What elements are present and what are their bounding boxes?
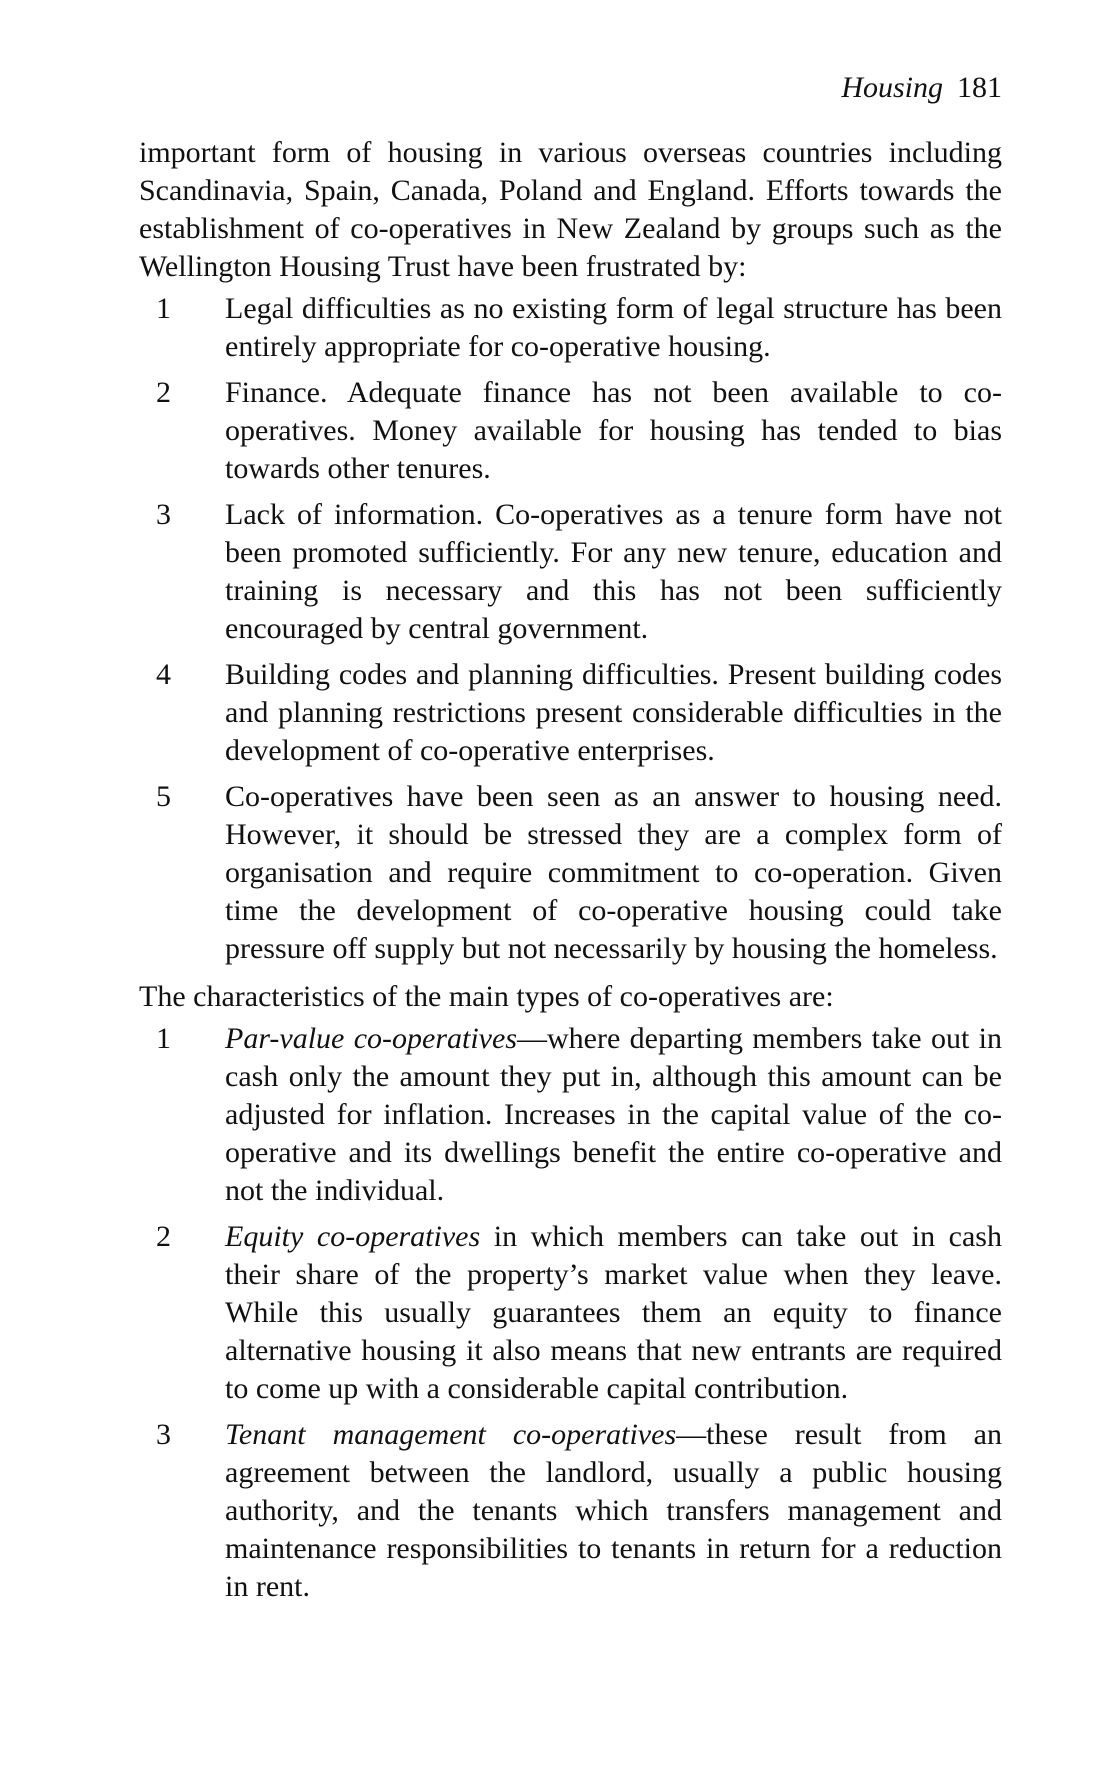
type-term: Par-value co-operatives	[225, 1022, 517, 1055]
list-number: 1	[156, 292, 171, 325]
list-number: 1	[156, 1022, 171, 1055]
list-number: 3	[156, 1418, 171, 1451]
type-description: —these result from an agreement between the landlord, usually a public housing authority, and the tenants which transfers management and maintenance responsibilities to tenants in return for a reduction in rent.	[225, 1418, 1002, 1603]
cooperative-type-item	[139, 1218, 1002, 1408]
list-item-text: Building codes and planning difficulties. Present building codes and planning restrictions present considerable difficulties in the development of co-operative enterprises.	[225, 658, 1002, 767]
list-item-text: Finance. Adequate finance has not been available to co-operatives. Money available for housing has tended to bias towards other tenures.	[225, 376, 1002, 485]
frustration-item	[139, 374, 1002, 488]
page-number: 181	[957, 71, 1002, 104]
running-head	[841, 70, 1002, 106]
cooperative-types-list	[139, 1020, 1002, 1606]
frustration-item	[139, 290, 1002, 366]
list-number: 4	[156, 658, 171, 691]
frustration-item	[139, 656, 1002, 770]
intro-paragraph: important form of housing in various overseas countries including Scandinavia, Spain, Canada, Poland and England. Efforts towards the establishment of co-operatives in New Zealand by groups such as the Wellington Housing Trust have been frustrated by:	[139, 136, 1002, 283]
list-number: 3	[156, 498, 171, 531]
frustrations-list	[139, 290, 1002, 968]
frustration-item	[139, 778, 1002, 968]
types-intro: The characteristics of the main types of co-operatives are:	[139, 980, 834, 1013]
list-number: 2	[156, 1220, 171, 1253]
list-item-text: Lack of information. Co-operatives as a tenure form have not been promoted sufficiently. For any new tenure, education and training is necessary and this has not been sufficiently encouraged by central government.	[225, 498, 1002, 645]
type-term: Equity co-operatives	[225, 1220, 481, 1253]
type-description: —where departing members take out in cash only the amount they put in, although this amount can be adjusted for inflation. Increases in the capital value of the co-operative and its dwellings benefit the entire co-operative and not the individual.	[225, 1022, 1002, 1207]
list-item-text: Legal difficulties as no existing form of legal structure has been entirely appropriate for co-operative housing.	[225, 292, 1002, 363]
type-description: in which members can take out in cash their share of the property’s market value when they leave. While this usually guarantees them an equity to finance alternative housing it also means that new entrants are required to come up with a considerable capital contribution.	[225, 1220, 1002, 1405]
cooperative-type-item	[139, 1020, 1002, 1210]
type-term: Tenant management co-operatives	[225, 1418, 677, 1451]
frustration-item	[139, 496, 1002, 648]
body-text	[139, 134, 1002, 1606]
running-head-title: Housing	[841, 71, 943, 104]
cooperative-type-item	[139, 1416, 1002, 1606]
list-number: 2	[156, 376, 171, 409]
list-item-text: Co-operatives have been seen as an answer to housing need. However, it should be stressed they are a complex form of organisation and require commitment to co-operation. Given time the development of co-operative housing could take pressure off supply but not necessarily by housing the homeless.	[225, 780, 1002, 965]
list-number: 5	[156, 780, 171, 813]
